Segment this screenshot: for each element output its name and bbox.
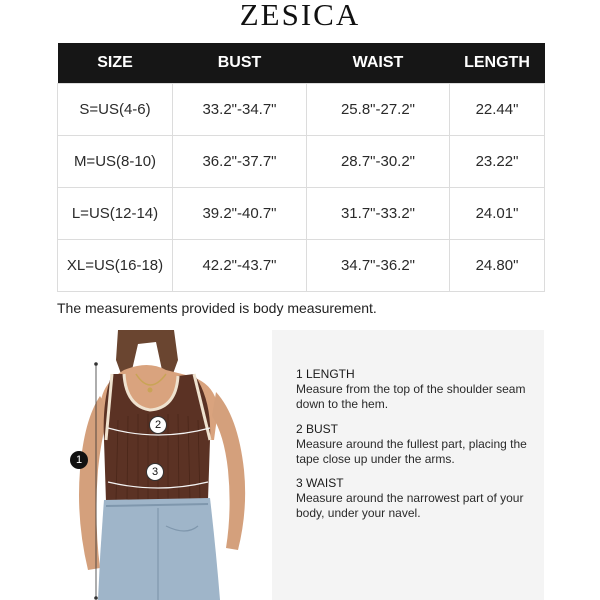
cell-size: M=US(8-10) — [58, 136, 173, 188]
guide-bust-desc: Measure around the fullest part, placing the tape close up under the arms. — [296, 437, 527, 466]
cell-bust: 42.2"-43.7" — [173, 240, 307, 292]
cell-waist: 28.7"-30.2" — [307, 136, 450, 188]
cell-bust: 36.2"-37.7" — [173, 136, 307, 188]
marker-waist: 3 — [146, 463, 164, 481]
marker-length: 1 — [70, 451, 88, 469]
cell-waist: 31.7"-33.2" — [307, 188, 450, 240]
header-bust: BUST — [173, 43, 307, 84]
measurement-note: The measurements provided is body measurement. — [57, 300, 377, 316]
cell-bust: 39.2"-40.7" — [173, 188, 307, 240]
cell-size: S=US(4-6) — [58, 84, 173, 136]
header-size: SIZE — [58, 43, 173, 84]
cell-waist: 25.8"-27.2" — [307, 84, 450, 136]
guide-waist-title: 3 WAIST — [296, 476, 344, 490]
cell-size: XL=US(16-18) — [58, 240, 173, 292]
cell-length: 24.01" — [450, 188, 545, 240]
cell-length: 22.44" — [450, 84, 545, 136]
table-row — [58, 188, 545, 240]
size-chart-table — [57, 43, 545, 292]
guide-length-desc: Measure from the top of the shoulder seam down to the hem. — [296, 382, 526, 411]
cell-bust: 33.2"-34.7" — [173, 84, 307, 136]
marker-bust: 2 — [149, 416, 167, 434]
guide-length-title: 1 LENGTH — [296, 367, 355, 381]
guide-waist-desc: Measure around the narrowest part of your body, under your navel. — [296, 491, 524, 520]
measurement-guide — [272, 330, 544, 600]
table-header-row — [58, 43, 545, 84]
brand-logo: ZESICA — [239, 0, 361, 32]
guide-length — [296, 367, 536, 412]
table-row — [58, 240, 545, 292]
table-row — [58, 136, 545, 188]
guide-bust-title: 2 BUST — [296, 422, 339, 436]
header-length: LENGTH — [450, 43, 545, 84]
header-waist: WAIST — [307, 43, 450, 84]
cell-length: 24.80" — [450, 240, 545, 292]
guide-bust — [296, 422, 536, 467]
guide-waist — [296, 476, 536, 521]
cell-size: L=US(12-14) — [58, 188, 173, 240]
model-illustration — [66, 330, 270, 600]
cell-waist: 34.7"-36.2" — [307, 240, 450, 292]
table-row — [58, 84, 545, 136]
model-photo — [66, 330, 270, 600]
cell-length: 23.22" — [450, 136, 545, 188]
